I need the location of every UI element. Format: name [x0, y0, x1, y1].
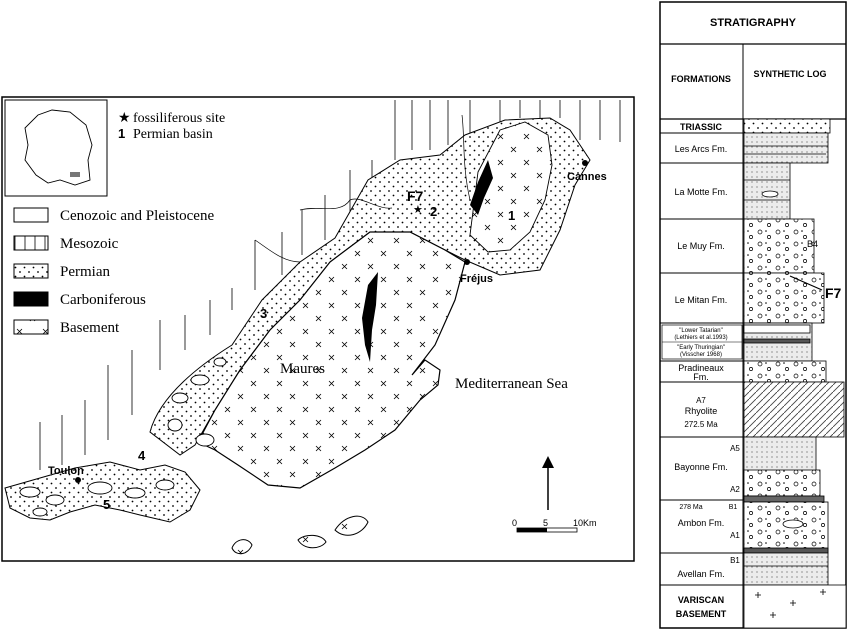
early-thuringian-ref: (Visscher 1968): [680, 352, 722, 358]
toulon-label: Toulon: [48, 465, 84, 477]
variscan-label: VARISCAN: [677, 595, 725, 605]
formation-les-arcs: Les Arcs Fm.: [674, 144, 728, 154]
frejus-dot: [464, 259, 470, 265]
formation-le-muy: Le Muy Fm.: [677, 241, 725, 251]
b1-label: B1: [730, 556, 740, 565]
basin-3-label: 3: [260, 306, 268, 321]
formation-rhyolite: Rhyolite: [684, 406, 718, 416]
log-f7-label: F7: [825, 285, 842, 301]
formation-le-mitan: Le Mitan Fm.: [674, 295, 728, 305]
a5-label: A5: [730, 444, 740, 453]
stratigraphy-column: [660, 2, 846, 628]
scale-tick-0: 0: [512, 518, 518, 528]
strat-title: STRATIGRAPHY: [710, 17, 796, 29]
rhyolite-age: 272.5 Ma: [684, 420, 718, 429]
basin-5-label: 5: [103, 497, 111, 512]
legend-carboniferous-label: Carboniferous: [60, 292, 146, 308]
basin-4-label: 4: [138, 448, 146, 463]
legend-fossiliferous-label: fossiliferous site: [133, 111, 226, 126]
cannes-dot: [582, 160, 588, 166]
legend-swatch-mesozoic: [14, 236, 48, 250]
lower-tatarian-ref: (Lethiers et al.1993): [674, 335, 728, 341]
legend-swatch-cenozoic: [14, 208, 48, 222]
inset-france: [5, 100, 107, 196]
geological-map: [2, 97, 634, 561]
scale-tick-5: 5: [543, 518, 549, 528]
formation-avellan: Avellan Fm.: [677, 569, 725, 579]
f7-site-label: F7: [407, 188, 424, 204]
formation-bayonne: Bayonne Fm.: [674, 462, 728, 472]
early-thuringian-label: "Early Thuringian": [677, 345, 725, 351]
mediterranean-sea-label: Mediterranean Sea: [455, 376, 568, 392]
log-b4-label: B4: [807, 239, 819, 249]
legend-cenozoic-label: Cenozoic and Pleistocene: [60, 208, 215, 224]
basin-2-label: 2: [430, 204, 438, 219]
basement-label: BASEMENT: [675, 609, 727, 619]
b1-top-label: B1: [728, 504, 738, 511]
col-log-header: SYNTHETIC LOG: [753, 69, 827, 79]
col-formations-header: FORMATIONS: [671, 74, 731, 84]
cannes-label: Cannes: [567, 171, 607, 183]
a2-label: A2: [730, 485, 740, 494]
maures-label: Maures: [280, 361, 325, 377]
star-symbol: ★: [118, 111, 131, 126]
formation-pradineaux-fm: Fm.: [693, 372, 709, 382]
age-278: 278 Ma: [679, 504, 703, 511]
legend-swatch-permian: [14, 264, 48, 278]
legend-mesozoic-label: Mesozoic: [60, 236, 119, 252]
legend-permian-label: Permian: [60, 264, 110, 280]
lower-tatarian-label: "Lower Tatarian": [679, 328, 723, 334]
formation-ambon: Ambon Fm.: [677, 518, 725, 528]
frejus-label: Fréjus: [460, 273, 494, 285]
legend-basement-label: Basement: [60, 320, 120, 336]
toulon-dot: [75, 477, 81, 483]
legend-permian-basin-label: Permian basin: [133, 127, 213, 142]
a7-label: A7: [696, 396, 706, 405]
formation-triassic: TRIASSIC: [679, 122, 723, 132]
f7-site-star: ★: [413, 204, 423, 216]
a1-label: A1: [730, 531, 740, 540]
basin-number-symbol: 1: [118, 126, 126, 141]
legend-swatch-carboniferous: [14, 292, 48, 306]
basin-1-label: 1: [508, 208, 516, 223]
formation-la-motte: La Motte Fm.: [674, 187, 728, 197]
formation-pradineaux: Pradineaux: [678, 363, 724, 373]
scale-tick-10: 10Km: [573, 518, 597, 528]
legend-swatch-basement: [14, 320, 48, 334]
